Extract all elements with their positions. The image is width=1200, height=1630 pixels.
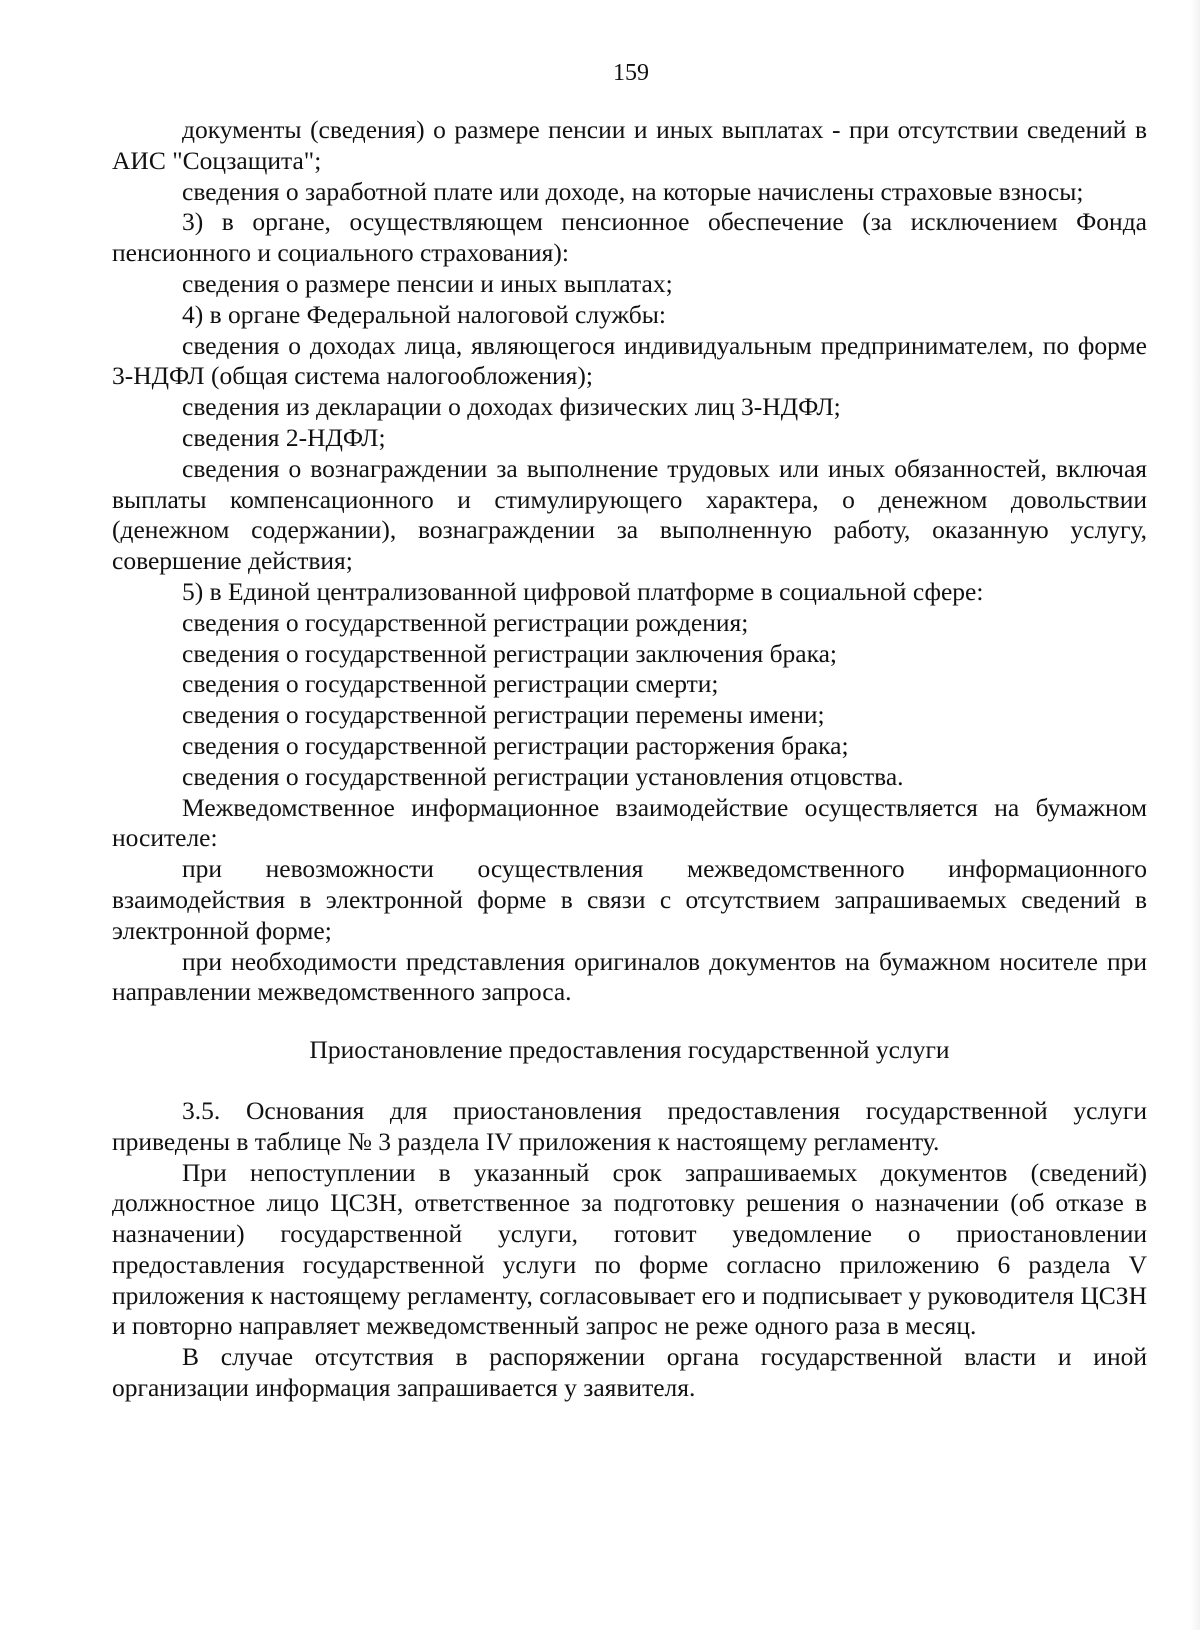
paragraph: сведения 2-НДФЛ;: [182, 422, 386, 452]
paragraph: 3) в органе, осуществляющем пенсионное обеспечение (за исключением Фонда пенсионного и социального страхования):: [112, 207, 1147, 268]
paragraph: В случае отсутствия в распоряжении органа государственной власти и иной организации информация запрашивается у заявителя.: [112, 1342, 1147, 1403]
paragraph: 5) в Единой централизованной цифровой платформе в социальной сфере:: [182, 576, 984, 606]
paragraph: сведения о государственной регистрации рождения;: [182, 607, 749, 637]
paragraph: сведения о государственной регистрации заключения брака;: [182, 638, 838, 668]
paragraph: сведения о государственной регистрации установления отцовства.: [182, 761, 904, 791]
paragraph: сведения о доходах лица, являющегося индивидуальным предпринимателем, по форме 3-НДФЛ (общая система налогообложения);: [112, 330, 1147, 391]
paragraph: при необходимости представления оригиналов документов на бумажном носителе при направлении межведомственного запроса.: [112, 946, 1147, 1007]
page-number: 159: [613, 60, 649, 86]
paragraph: сведения из декларации о доходах физических лиц 3-НДФЛ;: [182, 392, 841, 422]
paragraph: 4) в органе Федеральной налоговой службы:: [182, 299, 666, 329]
section-heading: Приостановление предоставления государственной услуги: [309, 1035, 950, 1065]
paragraph: сведения о размере пенсии и иных выплатах;: [182, 268, 673, 298]
paragraph: сведения о вознаграждении за выполнение трудовых или иных обязанностей, включая выплаты компенсационного и стимулирующего характера, о денежном довольствии (денежном содержании), вознаграждении за выполненную работу, оказанную услугу, совершение действия;: [112, 453, 1147, 576]
paragraph: документы (сведения) о размере пенсии и иных выплатах - при отсутствии сведений в АИС "Соцзащита";: [112, 115, 1147, 175]
paragraph: сведения о государственной регистрации расторжения брака;: [182, 730, 849, 760]
paragraph: сведения о государственной регистрации смерти;: [182, 669, 719, 699]
paragraph: Межведомственное информационное взаимодействие осуществляется на бумажном носителе:: [112, 792, 1147, 853]
paragraph: При непоступлении в указанный срок запрашиваемых документов (сведений) должностное лицо ЦСЗН, ответственное за подготовку решения о назначении (об отказе в назначении) государственной услуги, готовит уведомление о приостановлении предоставления государственной услуги по форме согласно приложению 6 раздела V приложения к настоящему регламенту, согласовывает его и подписывает у руководителя ЦСЗН и повторно направляет межведомственный запрос не реже одного раза в месяц.: [112, 1157, 1147, 1341]
page-edge-shadow: [1190, 0, 1200, 1630]
document-body: [112, 115, 1147, 1404]
paragraph: сведения о государственной регистрации перемены имени;: [182, 700, 825, 730]
paragraph: при невозможности осуществления межведомственного информационного взаимодействия в электронной форме в связи с отсутствием запрашиваемых сведений в электронной форме;: [112, 854, 1147, 945]
paragraph: 3.5. Основания для приостановления предоставления государственной услуги приведены в таблице № 3 раздела IV приложения к настоящему регламенту.: [112, 1095, 1147, 1156]
paragraph: сведения о заработной плате или доходе, на которые начислены страховые взносы;: [182, 176, 1084, 206]
